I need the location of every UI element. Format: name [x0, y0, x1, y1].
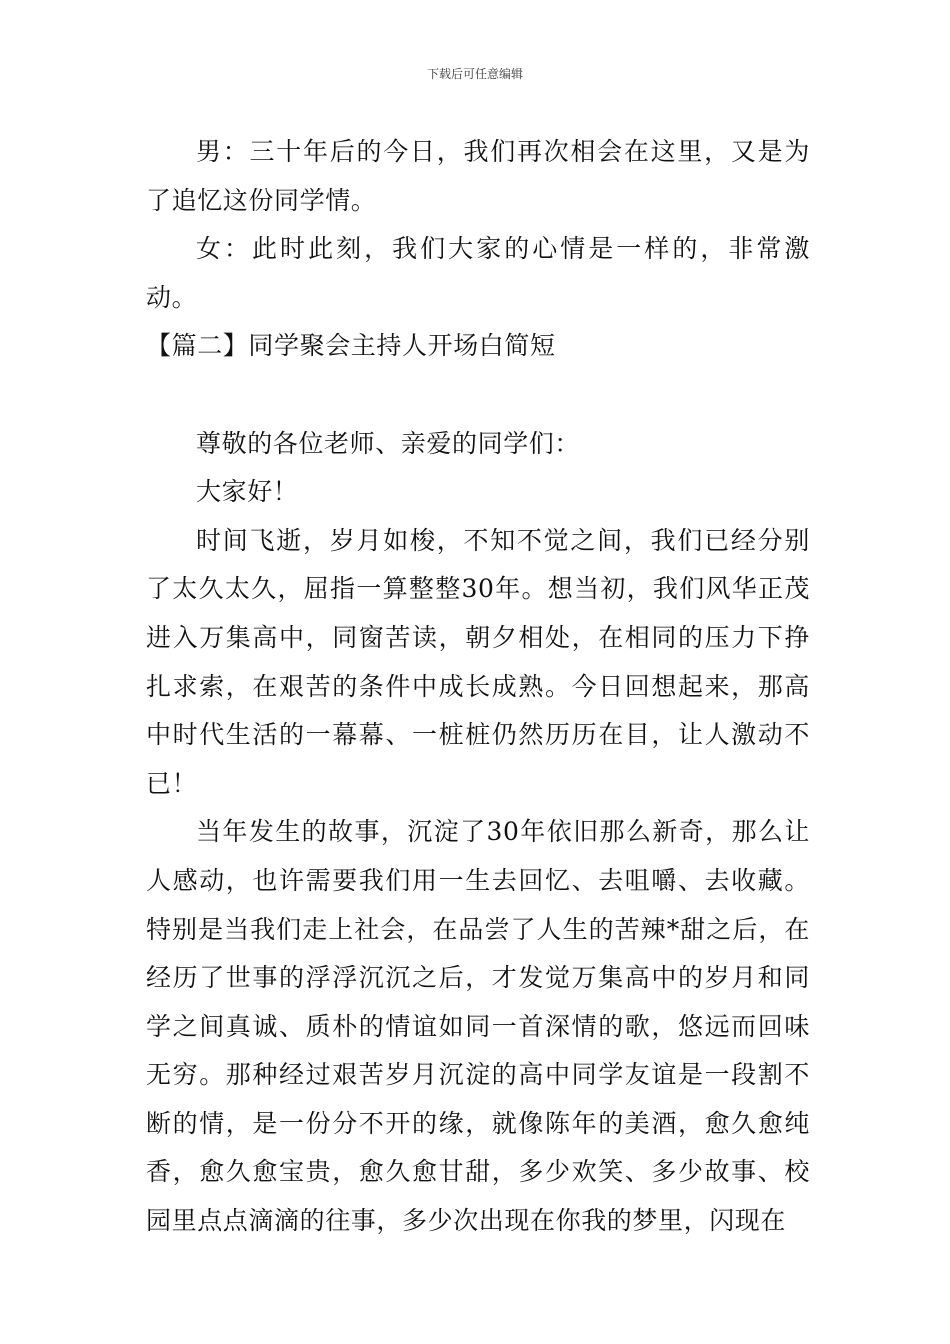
paragraph-salutation: 尊敬的各位老师、亲爱的同学们：	[196, 428, 581, 458]
document-body	[146, 128, 810, 1246]
paragraph-greeting: 大家好！	[196, 477, 299, 507]
paragraph-time-flies: 时间飞逝，岁月如梭，不知不觉之间，我们已经分别了太久太久，屈指一算整整30年。想当初，我们风华正茂进入万集高中，同窗苦读，朝夕相处，在相同的压力下挣扎求索，在艰苦的条件中成长成熟。今日回想起来，那高中时代生活的一幕幕、一桩桩仍然历历在目，让人激动不已！	[146, 525, 810, 798]
section-heading: 【篇二】同学聚会主持人开场白简短	[146, 331, 556, 361]
page-header: 下载后可任意编辑	[426, 67, 523, 81]
paragraph-male-host: 男：三十年后的今日，我们再次相会在这里，又是为了追忆这份同学情。	[146, 137, 810, 215]
paragraph-female-host: 女：此时此刻，我们大家的心情是一样的，非常激动。	[146, 234, 810, 312]
blank-line	[146, 371, 810, 420]
paragraph-stories: 当年发生的故事，沉淀了30年依旧那么新奇，那么让人感动，也许需要我们用一生去回忆、去咀嚼、去收藏。特别是当我们走上社会，在品尝了人生的苦辣*甜之后，在经历了世事的浮浮沉沉之后，才发觉万集高中的岁月和同学之间真诚、质朴的情谊如同一首深情的歌，悠远而回味无穷。那种经过艰苦岁月沉淀的高中同学友谊是一段割不断的情，是一份分不开的缘，就像陈年的美酒，愈久愈纯香，愈久愈宝贵，愈久愈甘甜，多少欢笑、多少故事、校园里点点滴滴的往事，多少次出现在你我的梦里，闪现在	[146, 817, 810, 1236]
